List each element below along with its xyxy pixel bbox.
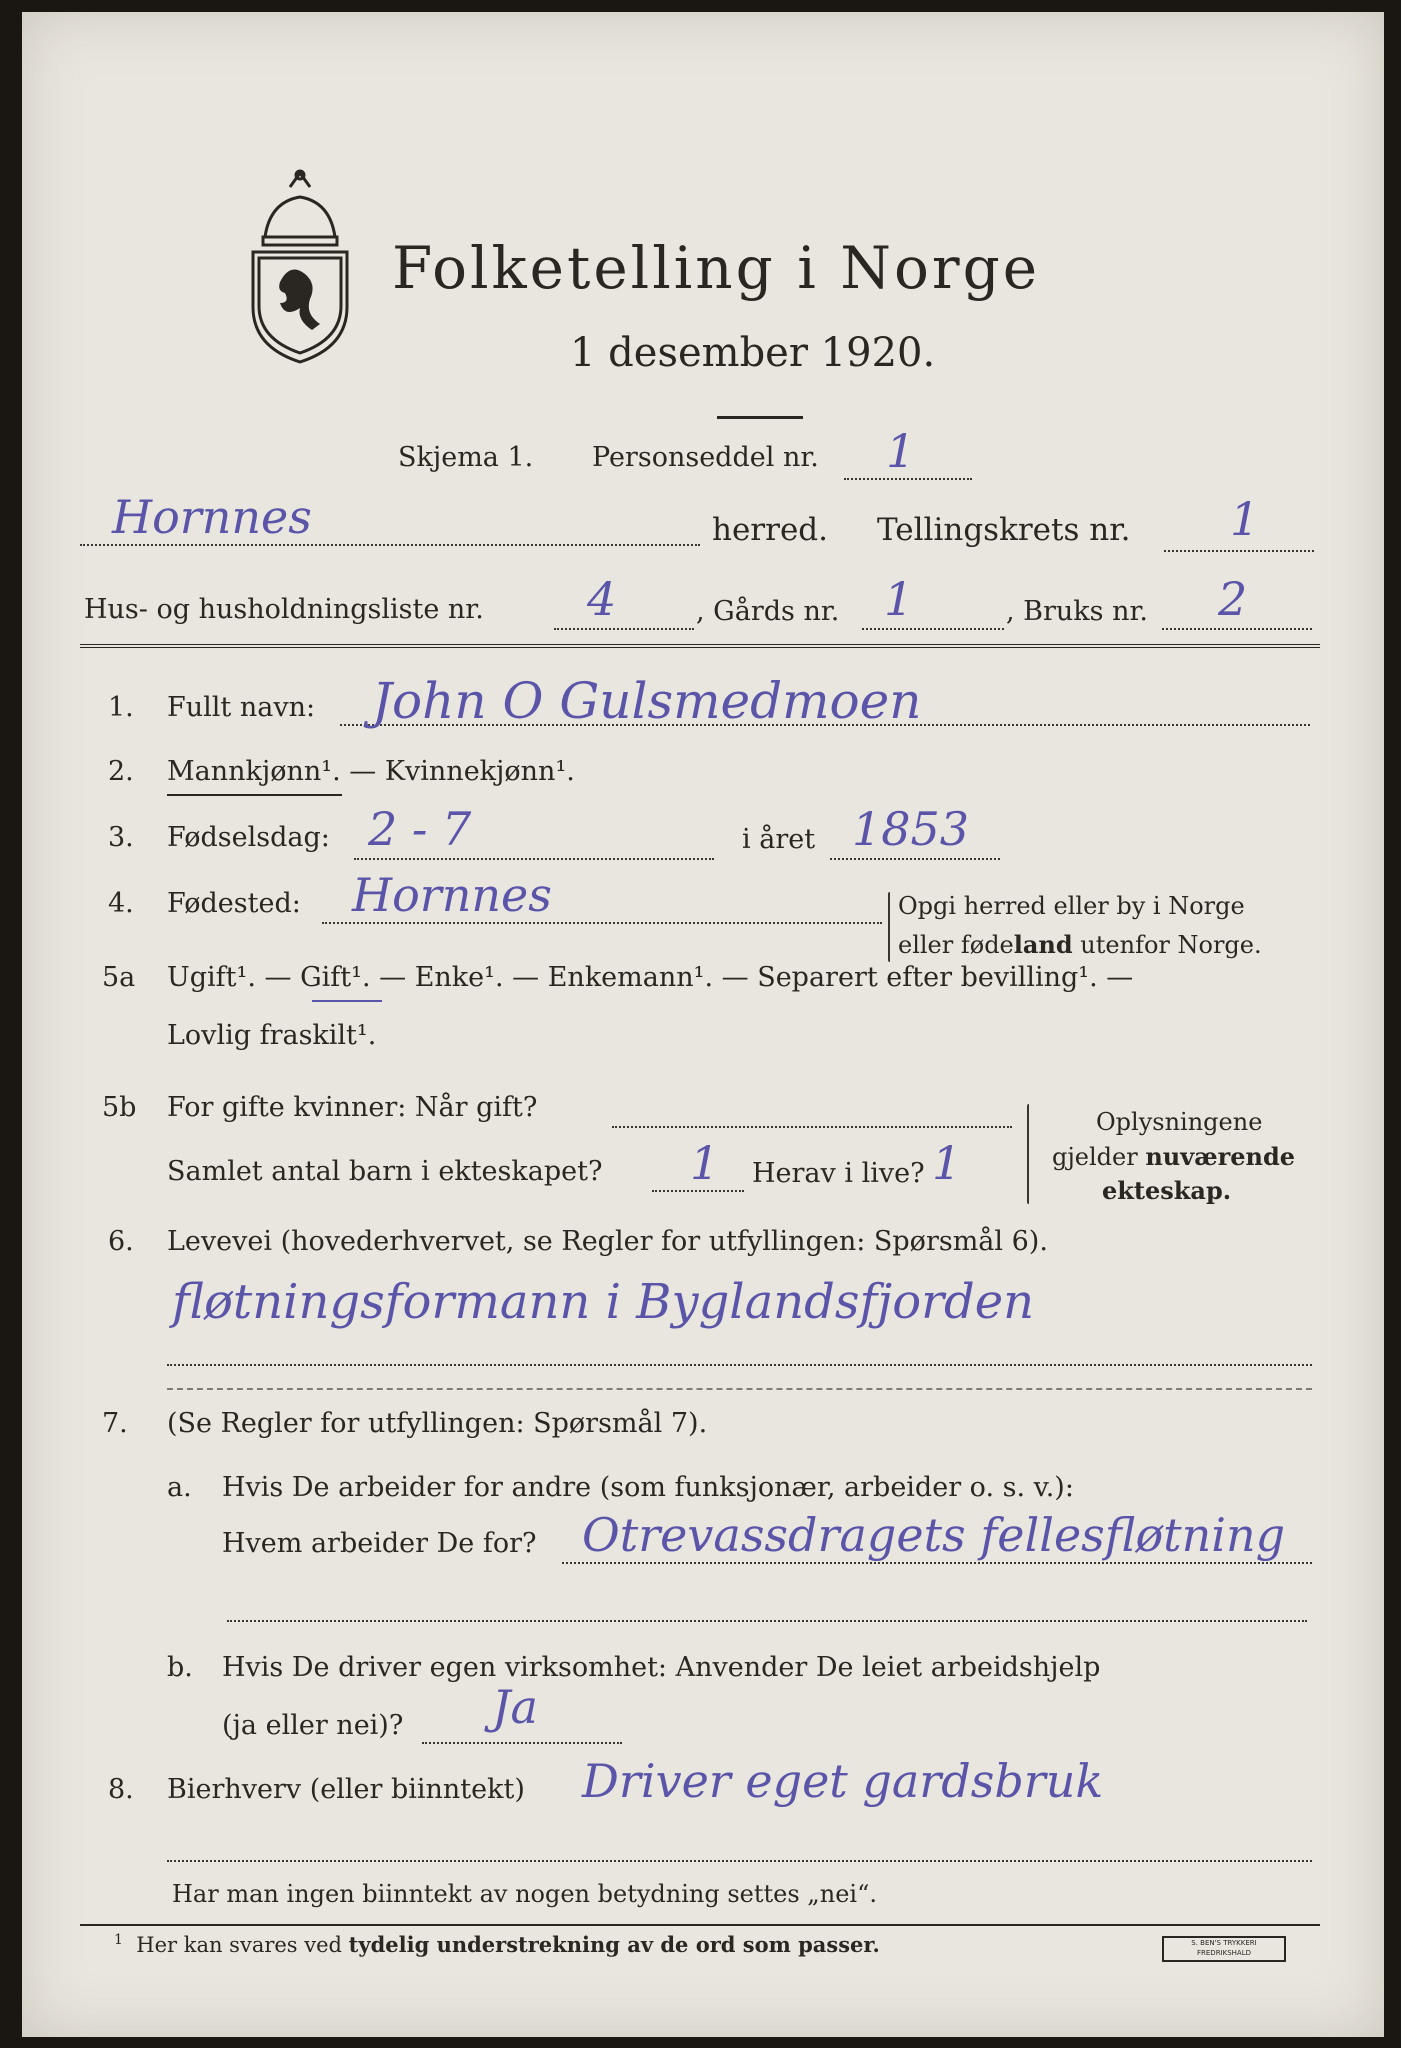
q3-year-value: 1853 (852, 802, 970, 856)
personseddel-value: 1 (886, 424, 916, 478)
bruks-value: 2 (1218, 572, 1248, 626)
q7a-number: a. (167, 1472, 192, 1503)
q7-number: 7. (102, 1408, 128, 1439)
coat-of-arms-emblem (235, 167, 365, 367)
census-form (22, 12, 1384, 2037)
q2-text: Mannkjønn¹. — Kvinnekjønn¹. (167, 756, 575, 787)
herred-value: Hornnes (112, 490, 312, 544)
q4-brace (888, 892, 890, 962)
q8-line2 (167, 1860, 1312, 1862)
header-divider (80, 644, 1320, 648)
husholdningsliste-label: Hus- og husholdningsliste nr. (84, 594, 484, 625)
q2-underline (167, 794, 342, 796)
q3-line (354, 858, 714, 860)
q7b-text: Hvis De driver egen virksomhet: Anvender De leiet arbeidshjelp (222, 1652, 1101, 1683)
q3-label: Fødselsdag: (167, 822, 330, 853)
q7b-label: (ja eller nei)? (222, 1710, 404, 1741)
q5b-barn-line (652, 1190, 744, 1192)
q5b-live-value: 1 (932, 1136, 962, 1190)
q5b-line (612, 1126, 1012, 1128)
personseddel-line (844, 478, 972, 480)
q5b-barn-label: Samlet antal barn i ekteskapet? (167, 1156, 603, 1187)
tellingskrets-value: 1 (1230, 492, 1260, 546)
q4-label: Fødested: (167, 888, 301, 919)
q7a-line (562, 1562, 1312, 1564)
q5a-text-line2: Lovlig fraskilt¹. (167, 1020, 377, 1051)
printer-stamp: S. BEN'S TRYKKERI FREDRIKSHALD (1162, 1936, 1286, 1962)
q8-label: Bierhverv (eller biinntekt) (167, 1774, 525, 1805)
q7a-label: Hvem arbeider De for? (222, 1528, 537, 1559)
q1-label: Fullt navn: (167, 692, 316, 723)
q1-value: John O Gulsmedmoen (372, 672, 922, 730)
q3-year-label: i året (742, 824, 816, 855)
q4-number: 4. (108, 888, 134, 919)
q5a-number: 5a (102, 962, 136, 993)
q6-line2 (167, 1388, 1312, 1390)
footnote: $^1$ Her kan svares ved tydelig understrekning av de ord som passer. (114, 1932, 880, 1957)
form-title: Folketelling i Norge (392, 234, 1041, 302)
q5b-brace (1027, 1104, 1029, 1204)
gards-value: 1 (884, 572, 914, 626)
q3-value: 2 - 7 (368, 802, 472, 856)
tellingskrets-label: Tellingskrets nr. (877, 512, 1131, 548)
q6-value: fløtningsformann i Byglandsfjorden (172, 1274, 1035, 1330)
q7a-text: Hvis De arbeider for andre (som funksjonær, arbeider o. s. v.): (222, 1472, 1074, 1503)
q5a-underline (312, 1000, 382, 1002)
q5b-note-line1: Oplysningene (1096, 1108, 1263, 1136)
q7a-line2 (227, 1620, 1307, 1622)
q6-number: 6. (108, 1226, 134, 1257)
bruks-line (1162, 628, 1312, 630)
q7b-line (422, 1742, 622, 1744)
q8-value: Driver eget gardsbruk (582, 1754, 1104, 1808)
title-divider (717, 416, 803, 419)
q5b-barn-value: 1 (690, 1136, 720, 1190)
q4-note-line2: eller fødeland utenfor Norge. (898, 930, 1262, 959)
q3-number: 3. (108, 822, 134, 853)
q6-line1 (167, 1364, 1312, 1366)
herred-label: herred. (712, 512, 828, 548)
gards-line (862, 628, 1004, 630)
q4-note-line1: Opgi herred eller by i Norge (898, 892, 1245, 920)
q5b-note-line2: gjelder nuværende (1052, 1142, 1296, 1171)
q5a-text: Ugift¹. — Gift¹. — Enke¹. — Enkemann¹. — Separert efter bevilling¹. — (167, 962, 1134, 993)
q1-number: 1. (108, 692, 134, 723)
herred-line (80, 544, 700, 546)
q5b-live-label: Herav i live? (752, 1158, 925, 1189)
q7b-number: b. (167, 1652, 193, 1683)
q4-line (322, 922, 882, 924)
bruks-label: , Bruks nr. (1006, 596, 1149, 627)
footer-divider (80, 1924, 1320, 1926)
husholdningsliste-value: 4 (587, 572, 617, 626)
q7-label: (Se Regler for utfyllingen: Spørsmål 7). (167, 1408, 708, 1439)
q7a-value: Otrevassdragets fellesfløtning (582, 1508, 1286, 1562)
q6-label: Levevei (hovederhvervet, se Regler for utfyllingen: Spørsmål 6). (167, 1226, 1048, 1257)
footer-note: Har man ingen biinntekt av nogen betydning settes „nei“. (172, 1880, 877, 1908)
husholdningsliste-line (554, 628, 694, 630)
q8-number: 8. (108, 1774, 134, 1805)
q5b-number: 5b (102, 1092, 137, 1123)
census-date: 1 desember 1920. (570, 330, 936, 376)
q5b-note-line3: ekteskap. (1102, 1176, 1232, 1205)
tellingskrets-line (1164, 550, 1314, 552)
q4-value: Hornnes (352, 868, 552, 922)
schema-label: Skjema 1. (398, 442, 534, 473)
q2-number: 2. (108, 756, 134, 787)
q5b-label: For gifte kvinner: Når gift? (167, 1092, 538, 1123)
q3-year-line (830, 858, 1000, 860)
q7b-value: Ja (492, 1680, 538, 1734)
personseddel-label: Personseddel nr. (592, 442, 819, 473)
gards-label: , Gårds nr. (696, 596, 840, 627)
